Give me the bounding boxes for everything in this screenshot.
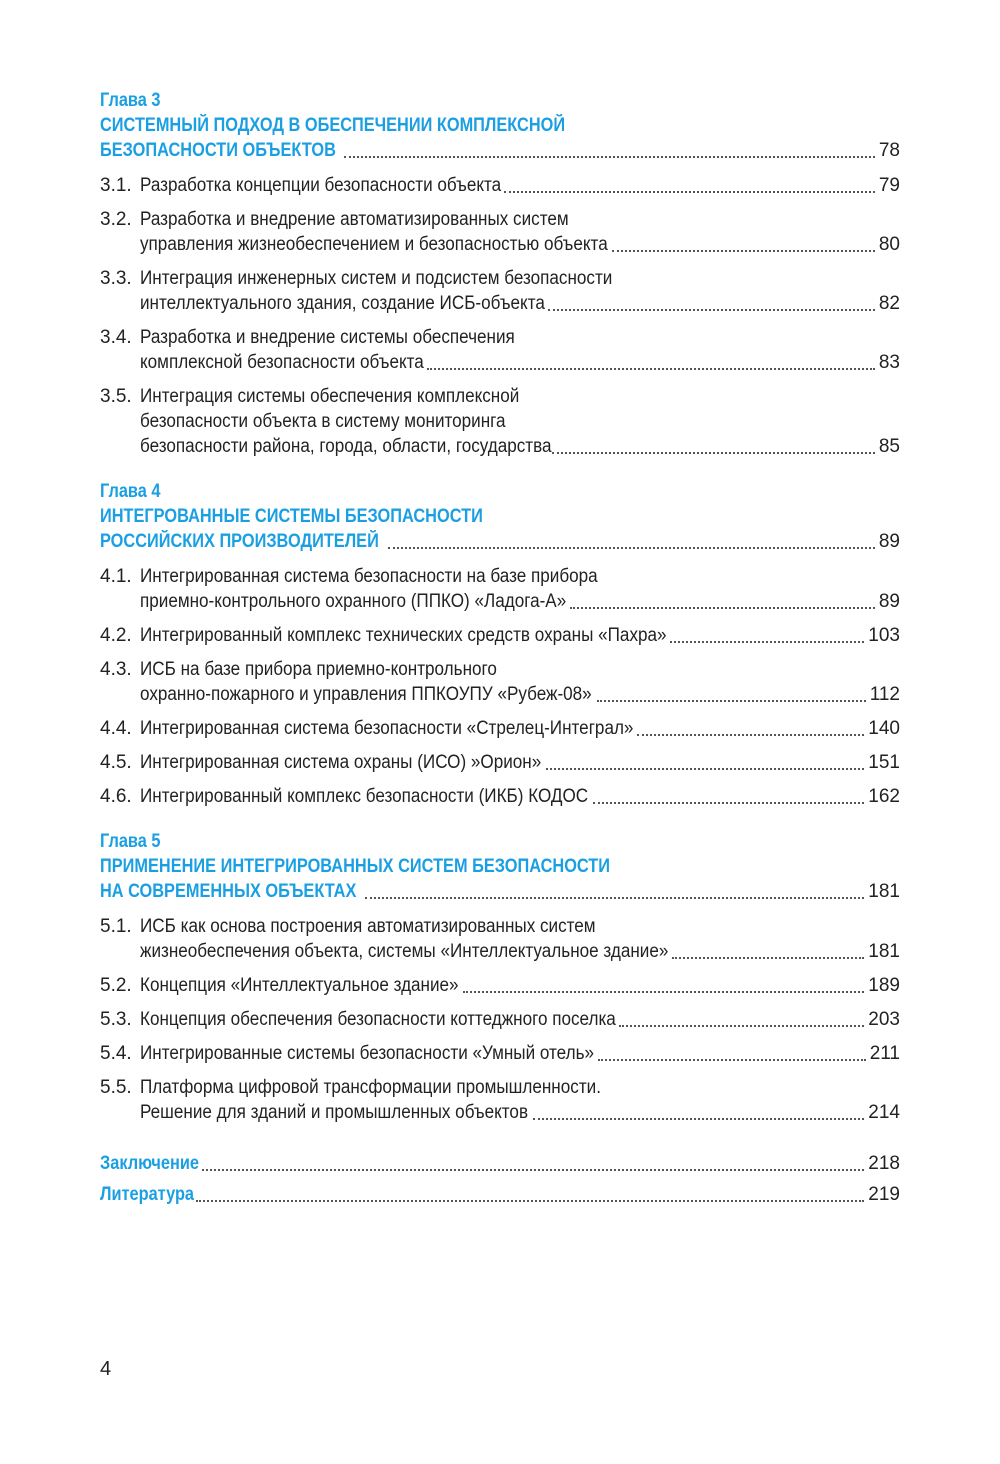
page-ref: 89 bbox=[878, 591, 900, 612]
entry-row bbox=[100, 750, 900, 775]
entry-text: Решение для зданий и промышленных объектов bbox=[140, 1102, 529, 1123]
final-entries bbox=[100, 1151, 900, 1207]
toc-entry[interactable] bbox=[100, 564, 900, 614]
final-entry-title[interactable]: Литература bbox=[100, 1184, 195, 1205]
chapter-title-text[interactable]: СИСТЕМНЫЙ ПОДХОД В ОБЕСПЕЧЕНИИ КОМПЛЕКСНОЙ bbox=[100, 115, 566, 136]
toc-entry[interactable] bbox=[100, 657, 900, 707]
chapter-title-text[interactable]: НА СОВРЕМЕННЫХ ОБЪЕКТАХ bbox=[100, 881, 357, 902]
entry-text: охранно-пожарного и управления ППКОУПУ «Рубеж-08» bbox=[140, 684, 592, 705]
entry-text: Интегрированные системы безопасности «Умный отель» bbox=[140, 1043, 595, 1064]
entry-line bbox=[100, 657, 900, 682]
entry-row bbox=[100, 1007, 900, 1032]
toc-entry[interactable] bbox=[100, 1041, 900, 1066]
leader-dots bbox=[365, 897, 864, 899]
page-ref: 162 bbox=[868, 786, 900, 807]
entry-text: Разработка концепции безопасности объекта bbox=[140, 175, 502, 196]
toc-entry[interactable] bbox=[100, 173, 900, 198]
toc-entry[interactable] bbox=[100, 266, 900, 316]
toc-entry[interactable] bbox=[100, 716, 900, 741]
page-ref: 211 bbox=[869, 1043, 900, 1064]
leader-dots bbox=[570, 607, 875, 609]
leader-dots bbox=[202, 1169, 864, 1171]
entry-row bbox=[100, 350, 900, 375]
leader-dots bbox=[598, 1059, 865, 1061]
entry-row bbox=[100, 716, 900, 741]
section-number: 4.4. bbox=[100, 718, 132, 739]
entry-text: управления жизнеобеспечением и безопасностью объекта bbox=[140, 234, 608, 255]
page-ref: 79 bbox=[878, 175, 900, 196]
leader-dots bbox=[552, 452, 875, 454]
chapter-title-text[interactable]: ПРИМЕНЕНИЕ ИНТЕГРИРОВАННЫХ СИСТЕМ БЕЗОПАСНОСТИ bbox=[100, 856, 611, 877]
page-ref: 83 bbox=[878, 352, 900, 373]
section-number: 5.5. bbox=[100, 1077, 132, 1098]
entry-line bbox=[100, 914, 900, 939]
leader-dots bbox=[344, 156, 875, 158]
chapter-title-row[interactable] bbox=[100, 529, 900, 554]
page-ref: 214 bbox=[868, 1102, 900, 1123]
entry-line bbox=[100, 207, 900, 232]
leader-dots bbox=[546, 768, 864, 770]
entry-text: безопасности объекта в систему мониторинга bbox=[140, 411, 506, 432]
entry-line bbox=[100, 1075, 900, 1100]
leader-dots bbox=[548, 309, 875, 311]
entry-line bbox=[100, 325, 900, 350]
page-ref: 85 bbox=[878, 436, 900, 457]
entry-text: комплексной безопасности объекта bbox=[140, 352, 424, 373]
section-number: 5.2. bbox=[100, 975, 132, 996]
entry-text: Интегрированная система охраны (ИСО) »Орион» bbox=[140, 752, 542, 773]
chapter-title-text[interactable]: БЕЗОПАСНОСТИ ОБЪЕКТОВ bbox=[100, 140, 336, 161]
section-number: 3.5. bbox=[100, 386, 132, 407]
chapter-section bbox=[100, 829, 900, 1125]
leader-dots bbox=[597, 700, 866, 702]
chapter-title-text[interactable]: РОССИЙСКИХ ПРОИЗВОДИТЕЛЕЙ bbox=[100, 531, 379, 552]
final-entry[interactable] bbox=[100, 1182, 900, 1207]
toc-entry[interactable] bbox=[100, 1007, 900, 1032]
entry-text: Интегрированная система безопасности на базе прибора bbox=[140, 566, 598, 587]
entry-text: Интеграция системы обеспечения комплексной bbox=[140, 386, 520, 407]
page-ref[interactable]: 181 bbox=[868, 881, 900, 902]
chapter-label[interactable]: Глава 5 bbox=[100, 831, 161, 852]
entry-row bbox=[100, 1041, 900, 1066]
entry-row bbox=[100, 434, 900, 459]
toc-entry[interactable] bbox=[100, 750, 900, 775]
page-ref: 80 bbox=[878, 234, 900, 255]
page-ref: 203 bbox=[868, 1009, 900, 1030]
page-ref[interactable]: 219 bbox=[868, 1184, 900, 1205]
toc-entry[interactable] bbox=[100, 384, 900, 459]
entry-row bbox=[100, 291, 900, 316]
page-ref: 189 bbox=[868, 975, 900, 996]
final-entry[interactable] bbox=[100, 1151, 900, 1176]
entry-text: Разработка и внедрение автоматизированных систем bbox=[140, 209, 569, 230]
entry-line bbox=[100, 266, 900, 291]
entry-text: Концепция «Интеллектуальное здание» bbox=[140, 975, 459, 996]
chapter-section bbox=[100, 479, 900, 809]
chapter-label[interactable]: Глава 3 bbox=[100, 90, 161, 111]
leader-dots bbox=[637, 734, 864, 736]
toc-entry[interactable] bbox=[100, 207, 900, 257]
entry-text: безопасности района, города, области, государства bbox=[140, 436, 552, 457]
entry-row bbox=[100, 623, 900, 648]
section-number: 4.1. bbox=[100, 566, 132, 587]
entry-text: Разработка и внедрение системы обеспечения bbox=[140, 327, 515, 348]
page-ref: 112 bbox=[869, 684, 900, 705]
toc-entry[interactable] bbox=[100, 325, 900, 375]
entry-text: интеллектуального здания, создание ИСБ-объекта bbox=[140, 293, 545, 314]
entry-row bbox=[100, 1100, 900, 1125]
leader-dots bbox=[533, 1118, 864, 1120]
section-number: 5.3. bbox=[100, 1009, 132, 1030]
leader-dots bbox=[612, 250, 875, 252]
section-number: 3.4. bbox=[100, 327, 132, 348]
section-list bbox=[100, 914, 900, 1125]
leader-dots bbox=[670, 641, 864, 643]
final-entry-title[interactable]: Заключение bbox=[100, 1153, 199, 1174]
toc-entry[interactable] bbox=[100, 623, 900, 648]
leader-dots bbox=[619, 1025, 865, 1027]
leader-dots bbox=[196, 1200, 864, 1202]
entry-text: Интегрированная система безопасности «Стрелец-Интеграл» bbox=[140, 718, 634, 739]
entry-line bbox=[100, 564, 900, 589]
chapter-title-row[interactable] bbox=[100, 138, 900, 163]
entry-text: Платформа цифровой трансформации промышленности. bbox=[140, 1077, 601, 1098]
entry-text: Концепция обеспечения безопасности коттеджного поселка bbox=[140, 1009, 616, 1030]
leader-dots bbox=[593, 802, 864, 804]
leader-dots bbox=[427, 368, 875, 370]
leader-dots bbox=[672, 957, 864, 959]
entry-row bbox=[100, 682, 900, 707]
chapter-label[interactable]: Глава 4 bbox=[100, 481, 161, 502]
page-ref: 103 bbox=[868, 625, 900, 646]
entry-row bbox=[100, 973, 900, 998]
section-number: 4.2. bbox=[100, 625, 132, 646]
section-number: 5.1. bbox=[100, 916, 132, 937]
chapter-title-text[interactable]: ИНТЕГРОВАННЫЕ СИСТЕМЫ БЕЗОПАСНОСТИ bbox=[100, 506, 483, 527]
section-number: 4.3. bbox=[100, 659, 132, 680]
entry-row bbox=[100, 589, 900, 614]
entry-row bbox=[100, 232, 900, 257]
toc-entry[interactable] bbox=[100, 914, 900, 964]
entry-line bbox=[100, 384, 900, 409]
page-ref: 140 bbox=[868, 718, 900, 739]
page-ref[interactable]: 218 bbox=[868, 1153, 900, 1174]
section-number: 3.2. bbox=[100, 209, 132, 230]
entry-text: ИСБ на базе прибора приемно-контрольного bbox=[140, 659, 497, 680]
toc-entry[interactable] bbox=[100, 973, 900, 998]
table-of-contents bbox=[100, 88, 900, 1213]
toc-entry[interactable] bbox=[100, 1075, 900, 1125]
leader-dots bbox=[388, 547, 875, 549]
entry-line bbox=[100, 409, 900, 434]
entry-text: Интегрированный комплекс безопасности (ИКБ) КОДОС bbox=[140, 786, 589, 807]
section-list bbox=[100, 173, 900, 459]
entry-text: жизнеобеспечения объекта, системы «Интеллектуальное здание» bbox=[140, 941, 669, 962]
leader-dots bbox=[504, 191, 875, 193]
section-number: 3.1. bbox=[100, 175, 132, 196]
entry-row bbox=[100, 784, 900, 809]
section-number: 5.4. bbox=[100, 1043, 132, 1064]
page-ref: 181 bbox=[868, 941, 900, 962]
page-ref: 82 bbox=[878, 293, 900, 314]
entry-text: приемно-контрольного охранного (ППКО) «Ладога-А» bbox=[140, 591, 567, 612]
page-ref[interactable]: 89 bbox=[878, 531, 900, 552]
section-list bbox=[100, 564, 900, 809]
page-number: 4 bbox=[100, 1358, 112, 1380]
chapter-title-row[interactable] bbox=[100, 879, 900, 904]
section-number: 3.3. bbox=[100, 268, 132, 289]
page-ref[interactable]: 78 bbox=[878, 140, 900, 161]
entry-text: Интеграция инженерных систем и подсистем безопасности bbox=[140, 268, 613, 289]
toc-entry[interactable] bbox=[100, 784, 900, 809]
entry-text: Интегрированный комплекс технических средств охраны «Пахра» bbox=[140, 625, 667, 646]
entry-text: ИСБ как основа построения автоматизированных систем bbox=[140, 916, 596, 937]
chapter-title-line[interactable] bbox=[100, 113, 900, 138]
chapter-section bbox=[100, 88, 900, 459]
section-number: 4.5. bbox=[100, 752, 132, 773]
section-number: 4.6. bbox=[100, 786, 132, 807]
entry-row bbox=[100, 939, 900, 964]
entry-row bbox=[100, 173, 900, 198]
page-ref: 151 bbox=[868, 752, 900, 773]
leader-dots bbox=[463, 991, 864, 993]
chapter-title-line[interactable] bbox=[100, 854, 900, 879]
chapter-title-line[interactable] bbox=[100, 504, 900, 529]
